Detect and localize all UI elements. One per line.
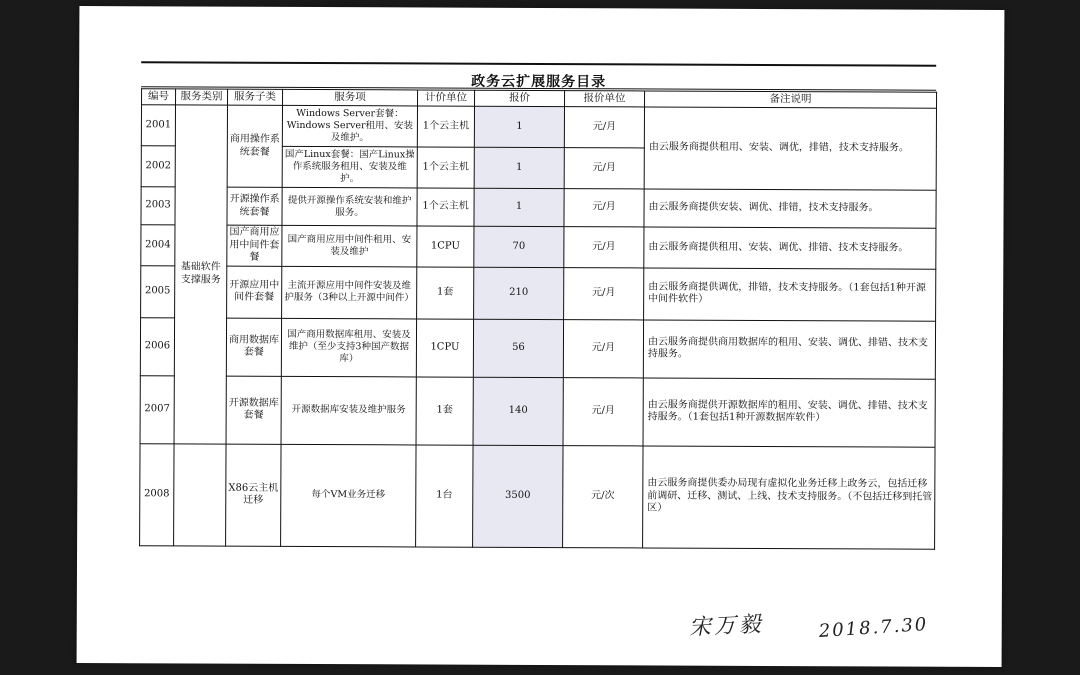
table-row xyxy=(141,225,936,269)
row-subtype: 国产商用应用中间件套餐 xyxy=(227,225,282,266)
row-unit: 1个云主机 xyxy=(417,106,474,147)
row-item: 国产商用应用中间件租用、安装及维护 xyxy=(282,225,417,266)
row-price: 1 xyxy=(474,188,564,226)
row-price-unit: 元/月 xyxy=(564,227,644,268)
row-subtype: 开源操作系统套餐 xyxy=(227,187,282,225)
row-price: 56 xyxy=(473,319,563,377)
scanned-page xyxy=(77,6,1005,667)
row-price: 1 xyxy=(474,147,564,188)
document-title: 政务云扩展服务目录 xyxy=(471,73,607,91)
row-item: 提供开源操作系统安装和维护服务。 xyxy=(282,187,417,226)
row-notes: 由云服务商提供租用、安装、调优、排错、技术支持服务。 xyxy=(644,227,936,269)
row-subtype: 开源应用中间件套餐 xyxy=(227,266,282,318)
row-unit: 1CPU xyxy=(417,226,474,267)
header-unit: 计价单位 xyxy=(418,90,475,106)
row-id: 2003 xyxy=(141,187,175,225)
row-price-unit: 元/月 xyxy=(564,267,644,319)
handwritten-date: 2018.7.30 xyxy=(818,613,929,643)
service-catalog-table xyxy=(139,88,937,549)
row-id: 2002 xyxy=(141,146,175,187)
row-notes: 由云服务商提供安装、调优、排错，技术支持服务。 xyxy=(644,189,936,228)
row-notes: 由云服务商提供调优，排错，技术支持服务。（1套包括1种开源中间件软件） xyxy=(644,268,936,321)
header-category: 服务类别 xyxy=(176,89,228,105)
row-id: 2005 xyxy=(141,265,175,317)
row-unit: 1个云主机 xyxy=(417,188,474,226)
table-row xyxy=(141,105,936,149)
row-subtype: 商用数据库套餐 xyxy=(226,318,281,376)
row-price: 210 xyxy=(474,267,564,319)
row-id: 2007 xyxy=(140,375,174,443)
table-row xyxy=(140,317,935,378)
row-category-empty xyxy=(174,444,226,546)
row-item: 开源数据库安装及维护服务 xyxy=(281,376,416,445)
header-price-unit: 报价单位 xyxy=(565,91,645,107)
row-id: 2006 xyxy=(140,317,174,375)
service-category: 基础软件支撑服务 xyxy=(174,105,227,444)
header-notes: 备注说明 xyxy=(645,91,937,108)
row-price-unit: 元/月 xyxy=(564,189,644,227)
row-price-unit: 元/月 xyxy=(564,148,644,189)
table-row xyxy=(140,443,935,548)
row-unit: 1套 xyxy=(417,267,474,319)
header-price: 报价 xyxy=(475,90,565,107)
row-price: 70 xyxy=(474,226,564,267)
row-price: 3500 xyxy=(473,445,563,547)
row-item: 国产Linux套餐：国产Linux操作系统服务租用、安装及维护。 xyxy=(282,146,417,188)
row-item: 每个VM业务迁移 xyxy=(281,444,416,547)
row-unit: 1台 xyxy=(416,445,473,547)
row-unit: 1个云主机 xyxy=(417,147,474,188)
row-id: 2004 xyxy=(141,225,175,266)
table-row xyxy=(140,375,935,446)
row-notes: 由云服务商提供开源数据库的租用、安装、调优、排错、技术支持服务。（1套包括1种开源数据库软件） xyxy=(643,378,935,447)
row-item: Windows Server套餐：Windows Server租用、安装及维护。 xyxy=(282,105,417,147)
row-item: 国产商用数据库租用、安装及维护（至少支持3种国产数据库） xyxy=(281,318,416,377)
row-id: 2008 xyxy=(140,443,174,545)
row-price-unit: 元/月 xyxy=(563,377,643,445)
row-unit: 1套 xyxy=(416,377,473,445)
row-notes: 由云服务商提供租用、安装、调优，排错，技术支持服务。 xyxy=(644,107,936,190)
handwritten-signature: 宋万毅 xyxy=(688,612,765,641)
top-rule xyxy=(141,61,936,66)
row-price-unit: 元/次 xyxy=(563,445,643,547)
header-id: 编号 xyxy=(142,89,176,105)
row-price: 140 xyxy=(473,377,563,445)
row-price: 1 xyxy=(474,106,564,147)
row-item: 主流开源应用中间件安装及维护服务（3种以上开源中间件） xyxy=(282,266,417,319)
row-price-unit: 元/月 xyxy=(564,107,644,148)
row-subtype: 开源数据库套餐 xyxy=(226,376,281,444)
table-row xyxy=(141,187,936,228)
table-row xyxy=(141,265,936,320)
row-notes: 由云服务商提供商用数据库的租用、安装、调优、排错、技术支持服务。 xyxy=(643,320,935,379)
row-price-unit: 元/月 xyxy=(563,319,643,377)
row-subtype: X86云主机迁移 xyxy=(226,444,281,546)
row-notes: 由云服务商提供委办局现有虚拟化业务迁移上政务云，包括迁移前调研、迁移、测试、上线、技术支持服务。（不包括迁移到托管区） xyxy=(643,446,935,549)
row-subtype: 商用操作系统套餐 xyxy=(227,105,282,187)
row-unit: 1CPU xyxy=(416,319,473,377)
header-subtype: 服务子类 xyxy=(228,89,283,105)
row-id: 2001 xyxy=(141,105,175,146)
header-item: 服务项 xyxy=(283,89,418,106)
